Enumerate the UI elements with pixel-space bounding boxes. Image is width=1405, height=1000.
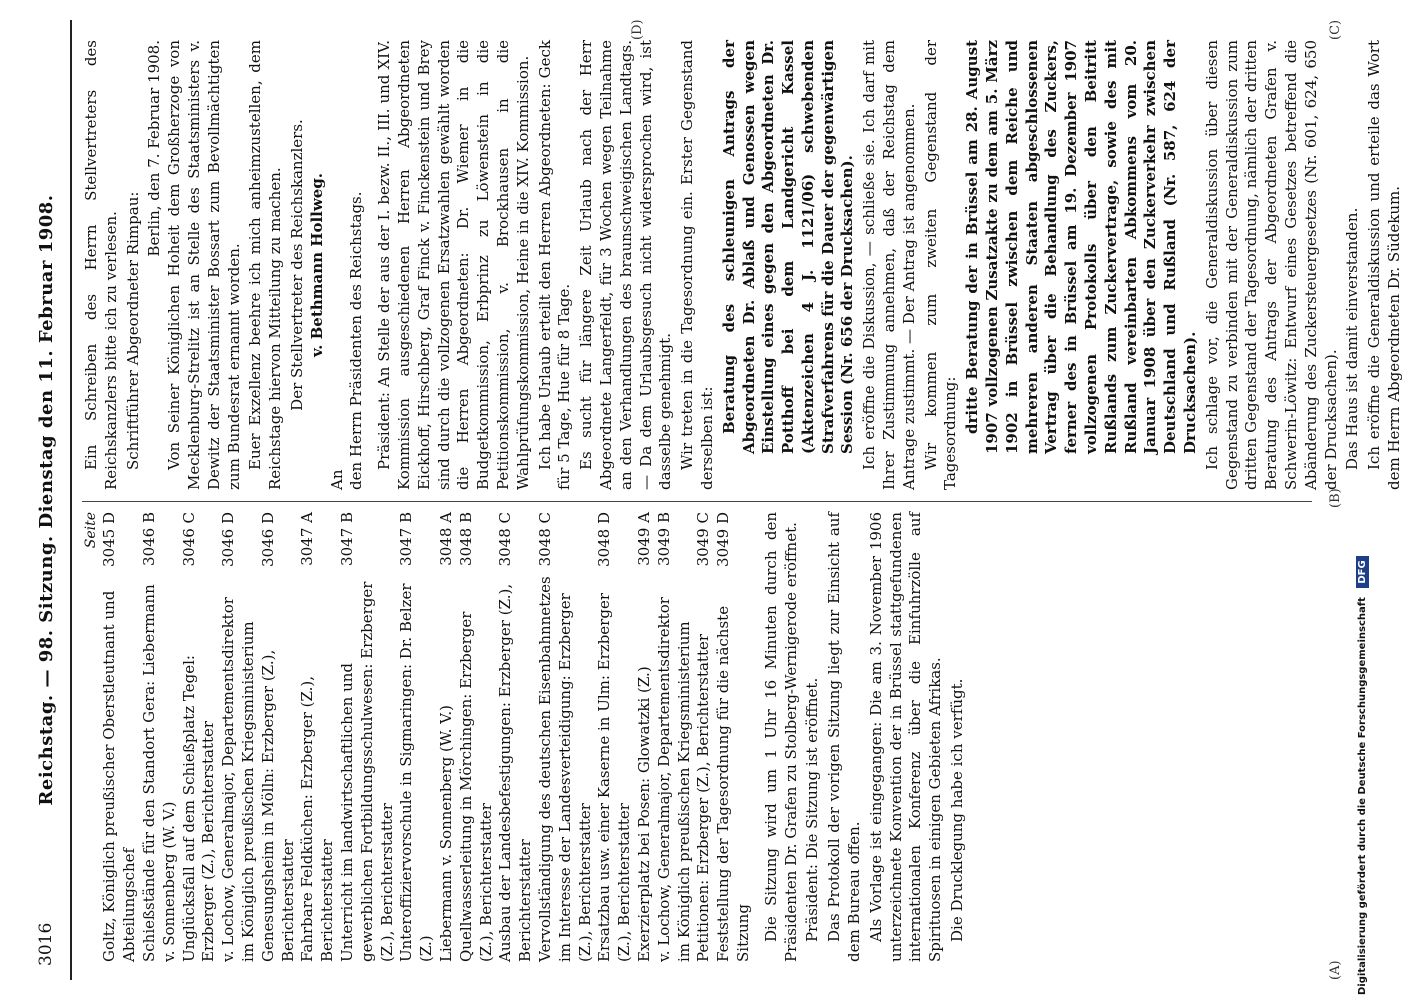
left-column <box>82 512 1312 962</box>
toc-row <box>595 512 635 962</box>
toc-entry-text: Vervollständigung des deutschen Eisenbahnnetzes im Interesse der Landesverteidigung: Erzberger (Z.), Berichterstatter <box>536 576 594 962</box>
right-paragraph: Wir kommen zum zweiten Gegenstand der Tagesordnung: <box>921 40 960 490</box>
toc-row <box>298 512 338 962</box>
table-of-contents <box>100 512 753 962</box>
toc-entry-text: Petitionen: Erzberger (Z.), Berichterstatter <box>694 633 713 962</box>
letter-body: Von Seiner Königlichen Hoheit dem Großherzoge von Mecklenburg-Strelitz ist an Stelle des Staatsministers v. Dewitz der Staatsminister Bossart zum Bevollmächtigten zum Bundesrat ernannt worden. <box>165 40 243 490</box>
right-paragraph: Ich eröffne die Generaldiskussion und erteile das Wort dem Herrn Abgeordneten Dr. Südekum. <box>1365 40 1403 490</box>
page-title: Reichstag. — 98. Sitzung. Dienstag den 11. Februar 1908. <box>36 194 57 806</box>
agenda-item: Beratung des schleunigen Antrags der Abgeordneten Dr. Ablaß und Genossen wegen Einstellung eines gegen den Abgeordneten Dr. Potthoff bei dem Landgericht Kassel (Aktenzeichen 4 J. 1121/06) schwebenden Strafverfahrens für die Dauer der gegenwärtigen Session (Nr. 656 der Drucksachen). <box>719 40 857 454</box>
margin-mark-b: (B) <box>1328 488 1343 508</box>
right-paragraph: Schriftführer Abgeordneter Rimpau: <box>123 191 142 470</box>
seite-label: Seite <box>83 512 99 549</box>
toc-entry-text: Ersatzbau usw. einer Kaserne in Ulm: Erzberger (Z.), Berichterstatter <box>595 592 634 962</box>
toc-row <box>457 512 497 962</box>
toc-row <box>714 512 754 962</box>
toc-entry-text: Unglücksfall auf dem Schießplatz Tegel: Erzberger (Z.), Berichterstatter <box>179 655 218 962</box>
toc-row <box>536 512 595 962</box>
margin-mark-c: (C) <box>1328 19 1343 40</box>
toc-entry-page: 3048 C <box>496 512 515 567</box>
toc-entry-text: v. Lochow, Generalmajor, Departementsdirektor im Königlich preußischen Kriegsministerium <box>219 597 258 962</box>
toc-row <box>140 512 180 962</box>
page-number: 3016 <box>36 922 56 966</box>
toc-entry-page: 3046 C <box>179 512 198 567</box>
letter-body: Euer Exzellenz beehre ich mich anheimzustellen, dem Reichstage hiervon Mitteilung zu machen. <box>246 40 285 490</box>
toc-entry-page: 3049 A <box>634 512 653 566</box>
toc-row <box>338 512 397 962</box>
toc-entry-page: 3047 B <box>397 512 416 566</box>
toc-entry-page: 3049 D <box>714 512 733 567</box>
margin-mark-a: (A) <box>1328 960 1343 980</box>
toc-entry-text: Exerzierplatz bei Posen: Glowatzki (Z.) <box>634 666 653 962</box>
toc-row <box>219 512 259 962</box>
toc-entry-page: 3046 D <box>219 512 238 567</box>
right-paragraph: Ich eröffne die Diskussion, — schließe sie. Ich darf mit Ihrer Zustimmung annehmen, daß der Reichstag dem Antrage zustimmt. — Der Antrag ist angenommen. <box>860 40 918 490</box>
toc-entry-page: 3046 B <box>140 512 159 566</box>
letter-date: Berlin, den 7. Februar 1908. <box>145 40 164 257</box>
right-paragraph: Ich habe Urlaub erteilt den Herren Abgeordneten: Geck für 5 Tage, Hue für 8 Tage. <box>535 40 574 490</box>
letter-signature: v. Bethmann Hollweg. <box>307 172 326 358</box>
dfg-logo: DFG <box>1356 556 1369 587</box>
left-paragraph: Die Drucklegung habe ich verfügt. <box>947 678 966 942</box>
toc-entry-text: Goltz, Königlich preußischer Oberstleutnant und Abteilungschef <box>100 590 139 962</box>
digitization-note <box>1356 5 1376 995</box>
digitization-text: Digitalisierung gefördert durch die Deutsche Forschungsgemeinschaft <box>1357 597 1368 995</box>
left-paragraph: Präsident: Die Sitzung ist eröffnet. <box>803 677 822 942</box>
right-paragraph: Es sucht für längere Zeit Urlaub nach der Herr Abgeordnete Langerfeldt, für 3 Wochen wegen Teilnahme an den Verhandlungen des braunschweigischen Landtags. — Da dem Urlaubsgesuch nicht widersprochen wird, ist dasselbe genehmigt. <box>577 40 675 490</box>
toc-entry-text: Fahrbare Feldküchen: Erzberger (Z.), Berichterstatter <box>298 675 337 962</box>
letter-signature: Der Stellvertreter des Reichskanzlers. <box>287 119 306 411</box>
left-paragraph: Das Protokoll der vorigen Sitzung liegt zur Einsicht auf dem Bureau offen. <box>825 512 863 962</box>
toc-entry-text: Quellwasserleitung in Mörchingen: Erzberger (Z.), Berichterstatter <box>456 611 495 962</box>
toc-row <box>655 512 695 962</box>
margin-mark-d: (D) <box>630 19 645 40</box>
toc-entry-text: Genesungsheim in Mölln: Erzberger (Z.), Berichterstatter <box>258 649 297 962</box>
toc-entry-text: Ausbau der Landesbefestigungen: Erzberger (Z.), Berichterstatter <box>496 583 535 962</box>
letter-recipient: An <box>327 469 346 490</box>
column-divider <box>82 501 1312 502</box>
left-paragraph: Als Vorlage ist eingegangen: Die am 3. November 1906 unterzeichnete Konvention der in Brüssel stattgefundenen internationalen Konferenz über die Einfuhrzölle auf Spirituosen in einigen Gebieten Afrikas. <box>866 512 945 962</box>
toc-row <box>259 512 299 962</box>
letter-recipient: den Herrn Präsidenten des Reichstags. <box>347 191 366 490</box>
toc-entry-page: 3045 D <box>100 512 119 567</box>
opening-paragraph: Die Sitzung wird um 1 Uhr 16 Minuten durch den Präsidenten Dr. Grafen zu Stolberg-Wernigerode eröffnet. <box>761 512 800 962</box>
toc-entry-text: Unterricht im landwirtschaftlichen und gewerblichen Fortbildungsschulwesen: Erzberger (Z.), Berichterstatter <box>338 581 396 962</box>
right-paragraph: Präsident: An Stelle der aus der I. bezw. II., III. und XIV. Kommission ausgeschiedenen Herren Abgeordneten Eickhoff, Hirschberg, Graf Finck v. Finckenstein und Brey sind durch die vollzogenen Ersatzwahlen gewählt worden die Herren Abgeordneten: Dr. Wiemer in die Budgetkommission, Erbprinz zu Löwenstein in die Petitionskommission, v. Brockhausen in die Wahlprüfungskommission, Heine in die XIV. Kommission. <box>375 40 532 490</box>
agenda-item: dritte Beratung der in Brüssel am 28. August 1907 vollzogenen Zusatzakte zu dem am 5. März 1902 in Brüssel zwischen dem Reiche und mehreren anderen Staaten abgeschlossenen Vertrag über die Behandlung des Zuckers, ferner des in Brüssel am 19. Dezember 1907 vollzogenen Protokolls über den Beitritt Rußlands zum Zuckervertrage, sowie des mit Rußland vereinbarten Abkommens vom 20. Januar 1908 über den Zuckerverkehr zwischen Deutschland und Rußland (Nr. 587, 624 der Drucksachen). <box>963 40 1200 454</box>
toc-entry-page: 3047 B <box>338 512 357 566</box>
right-paragraph: Ein Schreiben des Herrn Stellvertreters des Reichskanzlers bitte ich zu verlesen. <box>82 40 120 490</box>
toc-row <box>635 512 655 962</box>
toc-entry-text: Unteroffiziervorschule in Sigmaringen: Dr. Belzer (Z.) <box>397 583 436 962</box>
toc-entry-page: 3049 B <box>654 512 673 566</box>
right-paragraph: Wir treten in die Tagesordnung ein. Erster Gegenstand derselben ist: <box>678 40 716 490</box>
toc-row <box>100 512 140 962</box>
right-paragraph: Ich schlage vor, die Generaldiskussion über diesen Gegenstand zu verbinden mit der Generaldiskussion zum dritten Gegenstand der Tagesordnung, nämlich der dritten Beratung des Antrags der Abgeordneten Grafen v. Schwerin-Löwitz: Entwurf eines Gesetzes betreffend die Abänderung des Zuckersteuergesetzes (Nr. 601, 624, 650 der Drucksachen). <box>1202 40 1340 490</box>
toc-entry-text: Schießstände für den Standort Gera: Liebermann v. Sonnenberg (W. V.) <box>140 584 178 962</box>
toc-entry-page: 3046 D <box>258 512 277 567</box>
toc-entry-text: Liebermann v. Sonnenberg (W. V.) <box>437 705 456 962</box>
toc-row <box>397 512 437 962</box>
toc-entry-text: v. Lochow, Generalmajor, Departementsdirektor im Königlich preußischen Kriegsministerium <box>654 597 693 962</box>
toc-entry-page: 3048 B <box>456 512 475 566</box>
toc-row <box>180 512 220 962</box>
page-header <box>30 20 72 980</box>
toc-row <box>496 512 536 962</box>
right-column <box>82 40 1403 490</box>
toc-row <box>694 512 714 962</box>
toc-entry-page: 3048 C <box>536 512 554 567</box>
toc-entry-page: 3048 A <box>437 512 456 566</box>
toc-row <box>437 512 457 962</box>
toc-entry-page: 3048 D <box>595 512 614 567</box>
toc-entry-text: Feststellung der Tagesordnung für die nächste Sitzung <box>714 605 752 962</box>
toc-entry-page: 3047 A <box>298 512 317 566</box>
right-paragraph: Das Haus ist damit einverstanden. <box>1343 207 1362 470</box>
toc-entry-page: 3049 C <box>694 512 713 567</box>
